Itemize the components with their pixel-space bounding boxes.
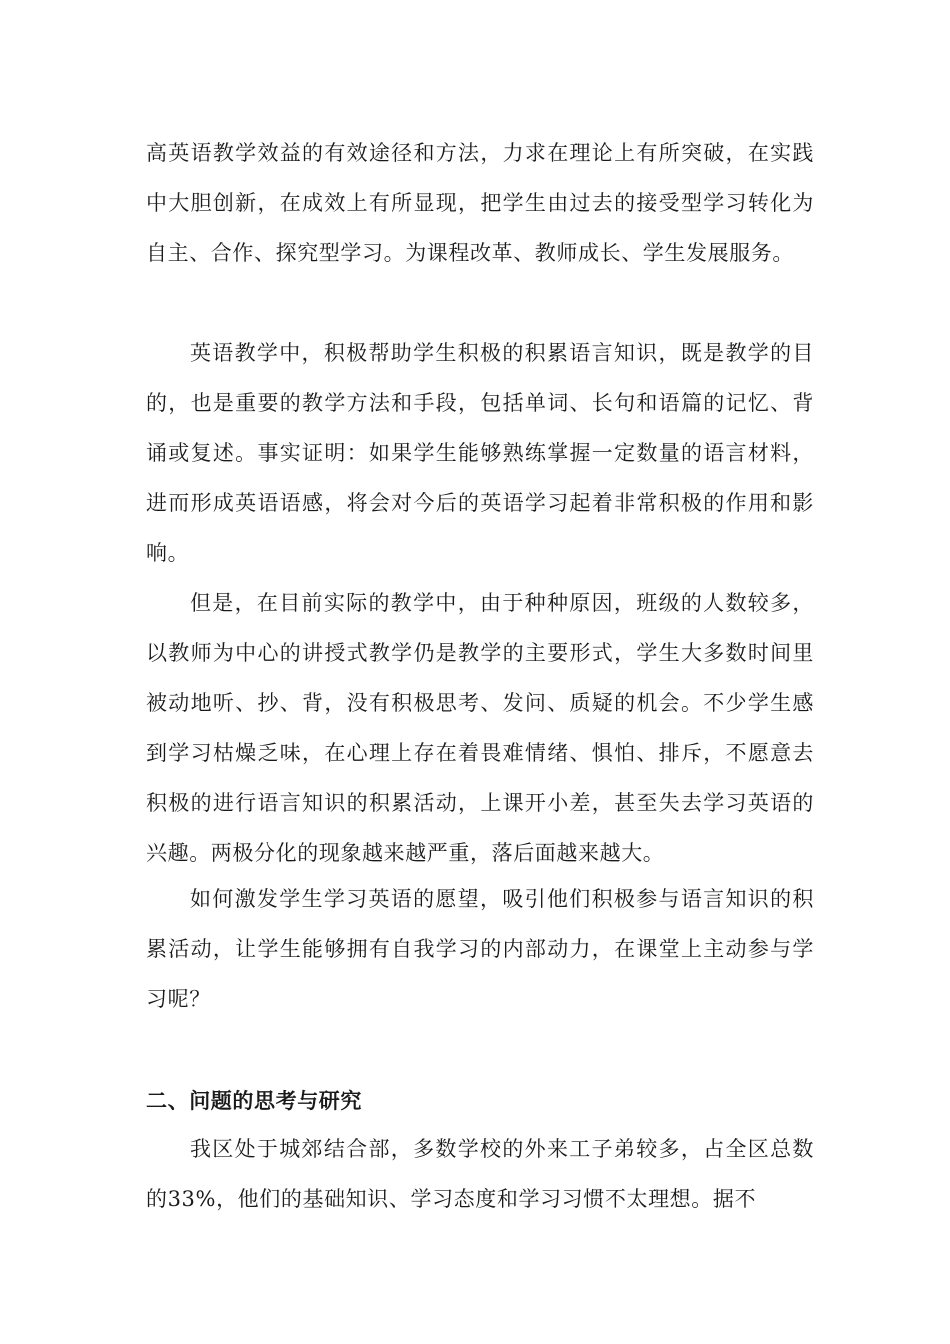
paragraph-current-problems: 但是，在目前实际的教学中，由于种种原因，班级的人数较多，以教师为中心的讲授式教学仍是教学的主要形式，学生大多数时间里被动地听、抄、背，没有积极思考、发问、质疑的机会。不少学生感到学习枯燥乏味，在心理上存在着畏难情绪、惧怕、排斥，不愿意去积极的进行语言知识的积累活动，上课开小差，甚至失去学习英语的兴趣。两极分化的现象越来越严重，落后面越来越大。: [146, 591, 814, 865]
paragraph-question: 如何激发学生学习英语的愿望，吸引他们积极参与语言知识的积累活动，让学生能够拥有自我学习的内部动力，在课堂上主动参与学习呢？: [146, 887, 814, 1011]
paragraph-continuation: 高英语教学效益的有效途径和方法，力求在理论上有所突破，在实践中大胆创新，在成效上有所显现，把学生由过去的接受型学习转化为自主、合作、探究型学习。为课程改革、教师成长、学生发展服务。: [146, 141, 814, 265]
paragraph-section-two: 我区处于城郊结合部，多数学校的外来工子弟较多，占全区总数的33%，他们的基础知识、学习态度和学习习惯不太理想。据不: [146, 1137, 814, 1211]
paragraph-language-accumulation: 英语教学中，积极帮助学生积极的积累语言知识，既是教学的目的，也是重要的教学方法和手段，包括单词、长句和语篇的记忆、背诵或复述。事实证明：如果学生能够熟练掌握一定数量的语言材料，进而形成英语语感，将会对今后的英语学习起着非常积极的作用和影响。: [146, 341, 814, 565]
section-heading: 二、问题的思考与研究: [146, 1089, 362, 1113]
